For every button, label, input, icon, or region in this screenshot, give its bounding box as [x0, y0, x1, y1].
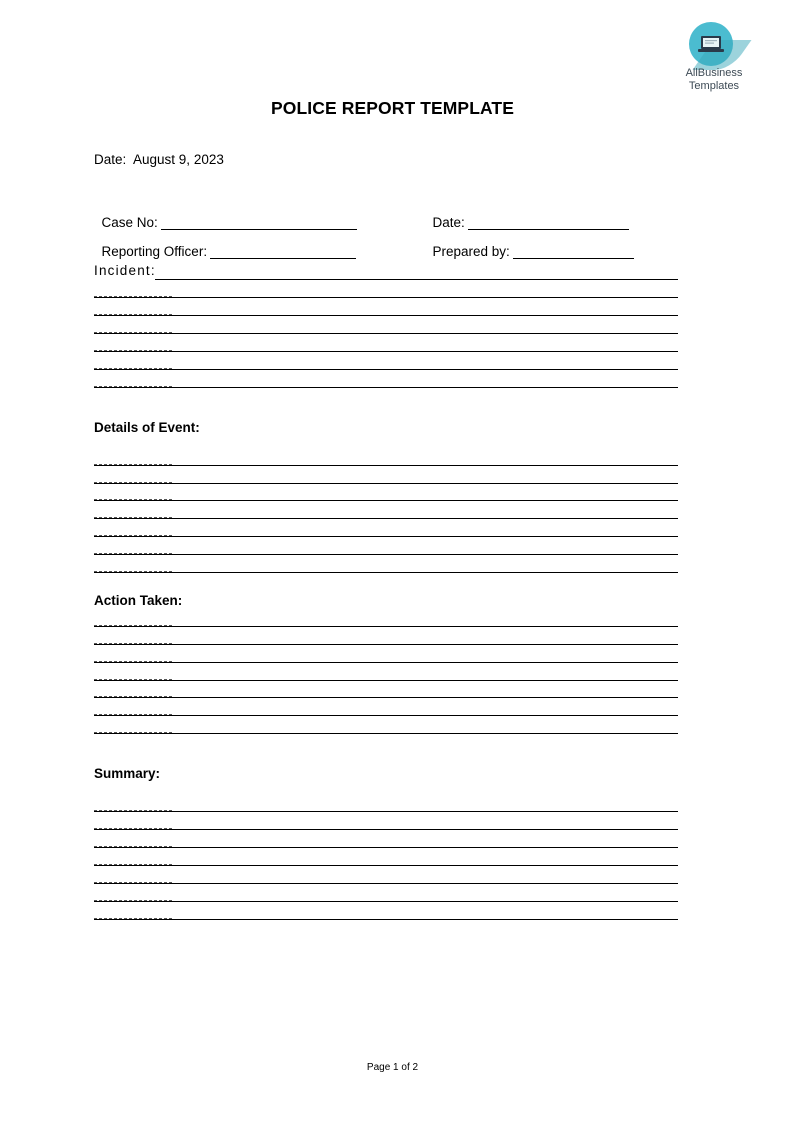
page-number: Page 1 of 2	[366, 1062, 419, 1073]
summary-line[interactable]	[94, 829, 678, 830]
reporting-officer-label: Reporting Officer:	[101, 244, 208, 259]
incident-line[interactable]	[94, 297, 678, 298]
prepared-by-field	[425, 229, 634, 259]
reporting-officer-blank[interactable]	[210, 245, 356, 259]
summary-heading: Summary:	[94, 766, 161, 781]
document-title: POLICE REPORT TEMPLATE	[271, 98, 514, 118]
details-line[interactable]	[94, 518, 678, 519]
action-line[interactable]	[94, 662, 678, 663]
action-line[interactable]	[94, 697, 678, 698]
summary-line[interactable]	[94, 865, 678, 866]
date-field	[425, 200, 629, 230]
incident-label: Incident:	[94, 263, 156, 278]
summary-line[interactable]	[94, 919, 678, 920]
details-line[interactable]	[94, 554, 678, 555]
logo-brand-text: AllBusiness Templates	[685, 67, 743, 92]
prepared-by-blank[interactable]	[513, 245, 634, 259]
action-line[interactable]	[94, 733, 678, 734]
incident-line[interactable]	[155, 279, 678, 280]
reporting-officer-field	[94, 229, 356, 259]
details-line[interactable]	[94, 483, 678, 484]
action-line[interactable]	[94, 715, 678, 716]
prepared-by-label: Prepared by:	[432, 244, 510, 259]
action-line[interactable]	[94, 626, 678, 627]
incident-line[interactable]	[94, 369, 678, 370]
summary-line[interactable]	[94, 901, 678, 902]
case-no-label: Case No:	[101, 215, 158, 230]
action-line[interactable]	[94, 680, 678, 681]
action-line[interactable]	[94, 644, 678, 645]
summary-line[interactable]	[94, 811, 678, 812]
incident-line[interactable]	[94, 387, 678, 388]
details-line[interactable]	[94, 500, 678, 501]
document-date: Date: August 9, 2023	[94, 152, 224, 167]
date-label: Date:	[432, 215, 465, 230]
case-no-blank[interactable]	[161, 216, 357, 230]
summary-line[interactable]	[94, 883, 678, 884]
incident-line[interactable]	[94, 351, 678, 352]
details-line[interactable]	[94, 465, 678, 466]
incident-line[interactable]	[94, 333, 678, 334]
date-blank[interactable]	[468, 216, 629, 230]
action-taken-heading: Action Taken:	[94, 593, 183, 608]
details-of-event-heading: Details of Event:	[94, 420, 200, 435]
details-line[interactable]	[94, 572, 678, 573]
summary-line[interactable]	[94, 847, 678, 848]
laptop-icon	[698, 35, 724, 53]
case-no-field	[94, 200, 357, 230]
details-line[interactable]	[94, 536, 678, 537]
incident-line[interactable]	[94, 315, 678, 316]
